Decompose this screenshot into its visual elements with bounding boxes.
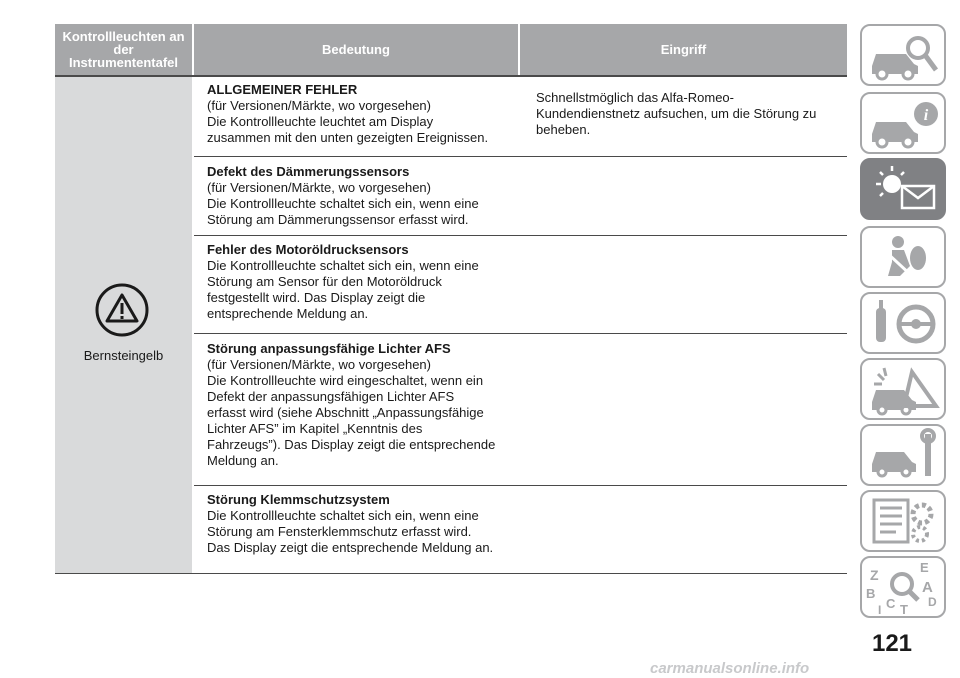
index-letter-c: C xyxy=(886,596,896,611)
row-divider xyxy=(194,485,847,486)
header-indicator-line1: Kontrollleuchten an xyxy=(62,29,185,44)
row-text: Störung am Fensterklemmschutz erfasst wird. xyxy=(207,524,472,539)
tab-technical-data[interactable] xyxy=(860,490,946,552)
index-letter-d: D xyxy=(928,595,937,609)
row-twilight-sensor xyxy=(207,164,479,228)
tab-maintenance[interactable] xyxy=(860,424,946,486)
car-search-icon xyxy=(862,26,946,84)
car-emergency-icon xyxy=(862,360,946,418)
airbag-safety-icon xyxy=(862,228,946,286)
key-steering-wheel-icon xyxy=(862,294,946,352)
row-text: (für Versionen/Märkte, wo vorgesehen) xyxy=(207,180,431,195)
warning-triangle-icon xyxy=(94,282,150,338)
row-text: Defekt der anpassungsfähigen Lichter AFS xyxy=(207,389,455,404)
row-text: Meldung an. xyxy=(207,453,279,468)
header-indicator xyxy=(55,24,192,75)
car-maintenance-icon xyxy=(862,426,946,484)
alphabetical-index-icon xyxy=(862,558,946,616)
row-title: Fehler des Motoröldrucksensors xyxy=(207,242,409,257)
header-indicator-line3: Instrumententafel xyxy=(68,55,179,70)
row-text: erfasst wird (siehe Abschnitt „Anpassungsfähige xyxy=(207,405,484,420)
action-text: Schnellstmöglich das Alfa-Romeo- xyxy=(536,90,734,105)
row-text: Störung am Sensor für den Motoröldruck xyxy=(207,274,442,289)
tab-car-info[interactable] xyxy=(860,92,946,154)
technical-data-icon xyxy=(862,492,946,550)
svg-text:i: i xyxy=(923,107,929,124)
tab-starting-driving[interactable] xyxy=(860,292,946,354)
action-text: Kundendienstnetz aufsuchen, um die Störung zu xyxy=(536,106,817,121)
header-action: Eingriff xyxy=(520,24,847,75)
index-letter-z: Z xyxy=(870,567,879,583)
row-afs-lights xyxy=(207,341,495,469)
row-title: Störung Klemmschutzsystem xyxy=(207,492,390,507)
row-divider xyxy=(194,333,847,334)
row-text: Lichter AFS” im Kapitel „Kenntnis des xyxy=(207,421,423,436)
index-letter-e: E xyxy=(920,560,929,575)
index-letter-i: I xyxy=(878,603,882,616)
index-letter-b: B xyxy=(866,586,876,601)
tab-warning-lights[interactable] xyxy=(860,158,946,220)
row-text: Störung am Dämmerungssensor erfasst wird. xyxy=(207,212,469,227)
row-text: zusammen mit den unten gezeigten Ereignissen. xyxy=(207,130,489,145)
row-title: Defekt des Dämmerungssensors xyxy=(207,164,410,179)
row-text: Das Display zeigt die entsprechende Meldung an. xyxy=(207,540,494,555)
header-indicator-line2: der xyxy=(113,42,134,57)
row-text: (für Versionen/Märkte, wo vorgesehen) xyxy=(207,357,431,372)
action-text: beheben. xyxy=(536,122,591,137)
row-divider xyxy=(194,156,847,157)
indicator-color-label: Bernsteingelb xyxy=(83,348,164,363)
row-text: (für Versionen/Märkte, wo vorgesehen) xyxy=(207,98,431,113)
row-divider xyxy=(194,235,847,236)
row-general-fault xyxy=(207,82,488,146)
row-text: festgestellt wird. Das Display zeigt die xyxy=(207,290,426,305)
row-text: entsprechende Meldung an. xyxy=(207,306,369,321)
tab-safety[interactable] xyxy=(860,226,946,288)
page-number: 121 xyxy=(871,630,913,657)
row-title: Störung anpassungsfähige Lichter AFS xyxy=(207,341,451,356)
index-letter-a: A xyxy=(922,579,933,596)
header-meaning: Bedeutung xyxy=(194,24,518,75)
row-text: Die Kontrollleuchte schaltet sich ein, wenn eine xyxy=(207,258,479,273)
row-text: Die Kontrollleuchte schaltet sich ein, wenn eine xyxy=(207,196,479,211)
row-anti-pinch-system xyxy=(207,492,493,556)
watermark: carmanualsonline.info xyxy=(650,660,810,677)
row-general-fault-action xyxy=(536,90,816,138)
tab-emergency[interactable] xyxy=(860,358,946,420)
tab-index[interactable] xyxy=(860,556,946,618)
row-text: Die Kontrollleuchte leuchtet am Display xyxy=(207,114,434,129)
row-oil-pressure-sensor xyxy=(207,242,479,322)
car-info-icon xyxy=(862,94,946,152)
warning-light-message-icon xyxy=(862,160,946,218)
row-text: Fahrzeugs”). Das Display zeigt die entsprechende xyxy=(207,437,496,452)
row-text: Die Kontrollleuchte wird eingeschaltet, wenn ein xyxy=(207,373,484,388)
row-text: Die Kontrollleuchte schaltet sich ein, wenn eine xyxy=(207,508,479,523)
tab-car-search[interactable] xyxy=(860,24,946,86)
index-letter-t: T xyxy=(900,602,908,616)
row-title: ALLGEMEINER FEHLER xyxy=(207,82,358,97)
table-bottom-rule xyxy=(55,573,847,574)
